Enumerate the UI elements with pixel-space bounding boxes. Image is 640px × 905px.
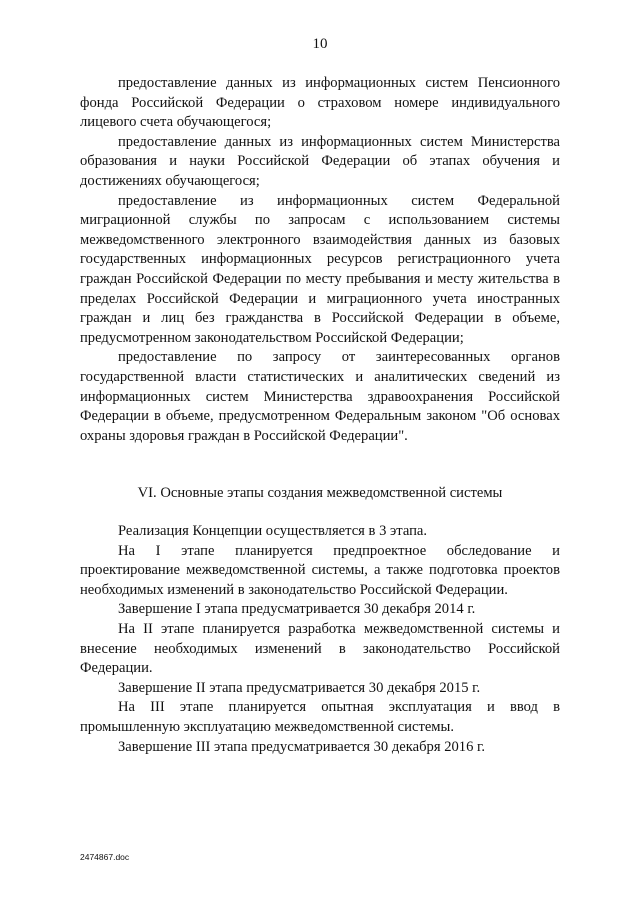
paragraph: предоставление по запросу от заинтересованных органов государственной власти статистических и аналитических сведений из информационных систем Министерства здравоохранения Российской Федерации в объеме, предусмотренном Федеральным законом "Об основах охраны здоровья граждан в Российской Федерации". — [80, 349, 560, 444]
section-text-block — [80, 522, 560, 757]
paragraph: Завершение II этапа предусматривается 30 декабря 2015 г. — [118, 679, 481, 696]
paragraph: предоставление из информационных систем Федеральной миграционной службы по запросам с использованием системы межведомственного электронного взаимодействия данных из базовых государственных информационных ресурсов регистрационного учета граждан Российской Федерации по месту пребывания и месту жительства в пределах Российской Федерации и миграционного учета иностранных граждан и лиц без гражданства в Российской Федерации в объеме, предусмотренном законодательством Российской Федерации; — [80, 192, 560, 346]
section-heading: VI. Основные этапы создания межведомственной системы — [137, 485, 503, 501]
paragraph: На I этапе планируется предпроектное обследование и проектирование межведомственной системы, а также подготовка проектов необходимых изменений в законодательство Российской Федерации. — [80, 542, 560, 598]
footer-filename: 2474867.doc — [80, 852, 130, 862]
page-number: 10 — [312, 36, 328, 52]
top-text-block — [80, 74, 560, 446]
paragraph: предоставление данных из информационных систем Министерства образования и науки Российской Федерации об этапах обучения и достижениях обучающегося; — [80, 133, 560, 189]
paragraph: На III этапе планируется опытная эксплуатация и ввод в промышленную эксплуатацию межведомственной системы. — [80, 699, 560, 735]
paragraph: На II этапе планируется разработка межведомственной системы и внесение необходимых изменений в законодательство Российской Федерации. — [80, 620, 560, 677]
paragraph: Реализация Концепции осуществляется в 3 этапа. — [118, 523, 428, 539]
paragraph: Завершение III этапа предусматривается 30 декабря 2016 г. — [118, 738, 486, 755]
paragraph: предоставление данных из информационных систем Пенсионного фонда Российской Федерации о страховом номере индивидуального лицевого счета обучающегося; — [80, 75, 560, 131]
paragraph: Завершение I этапа предусматривается 30 декабря 2014 г. — [118, 601, 476, 618]
